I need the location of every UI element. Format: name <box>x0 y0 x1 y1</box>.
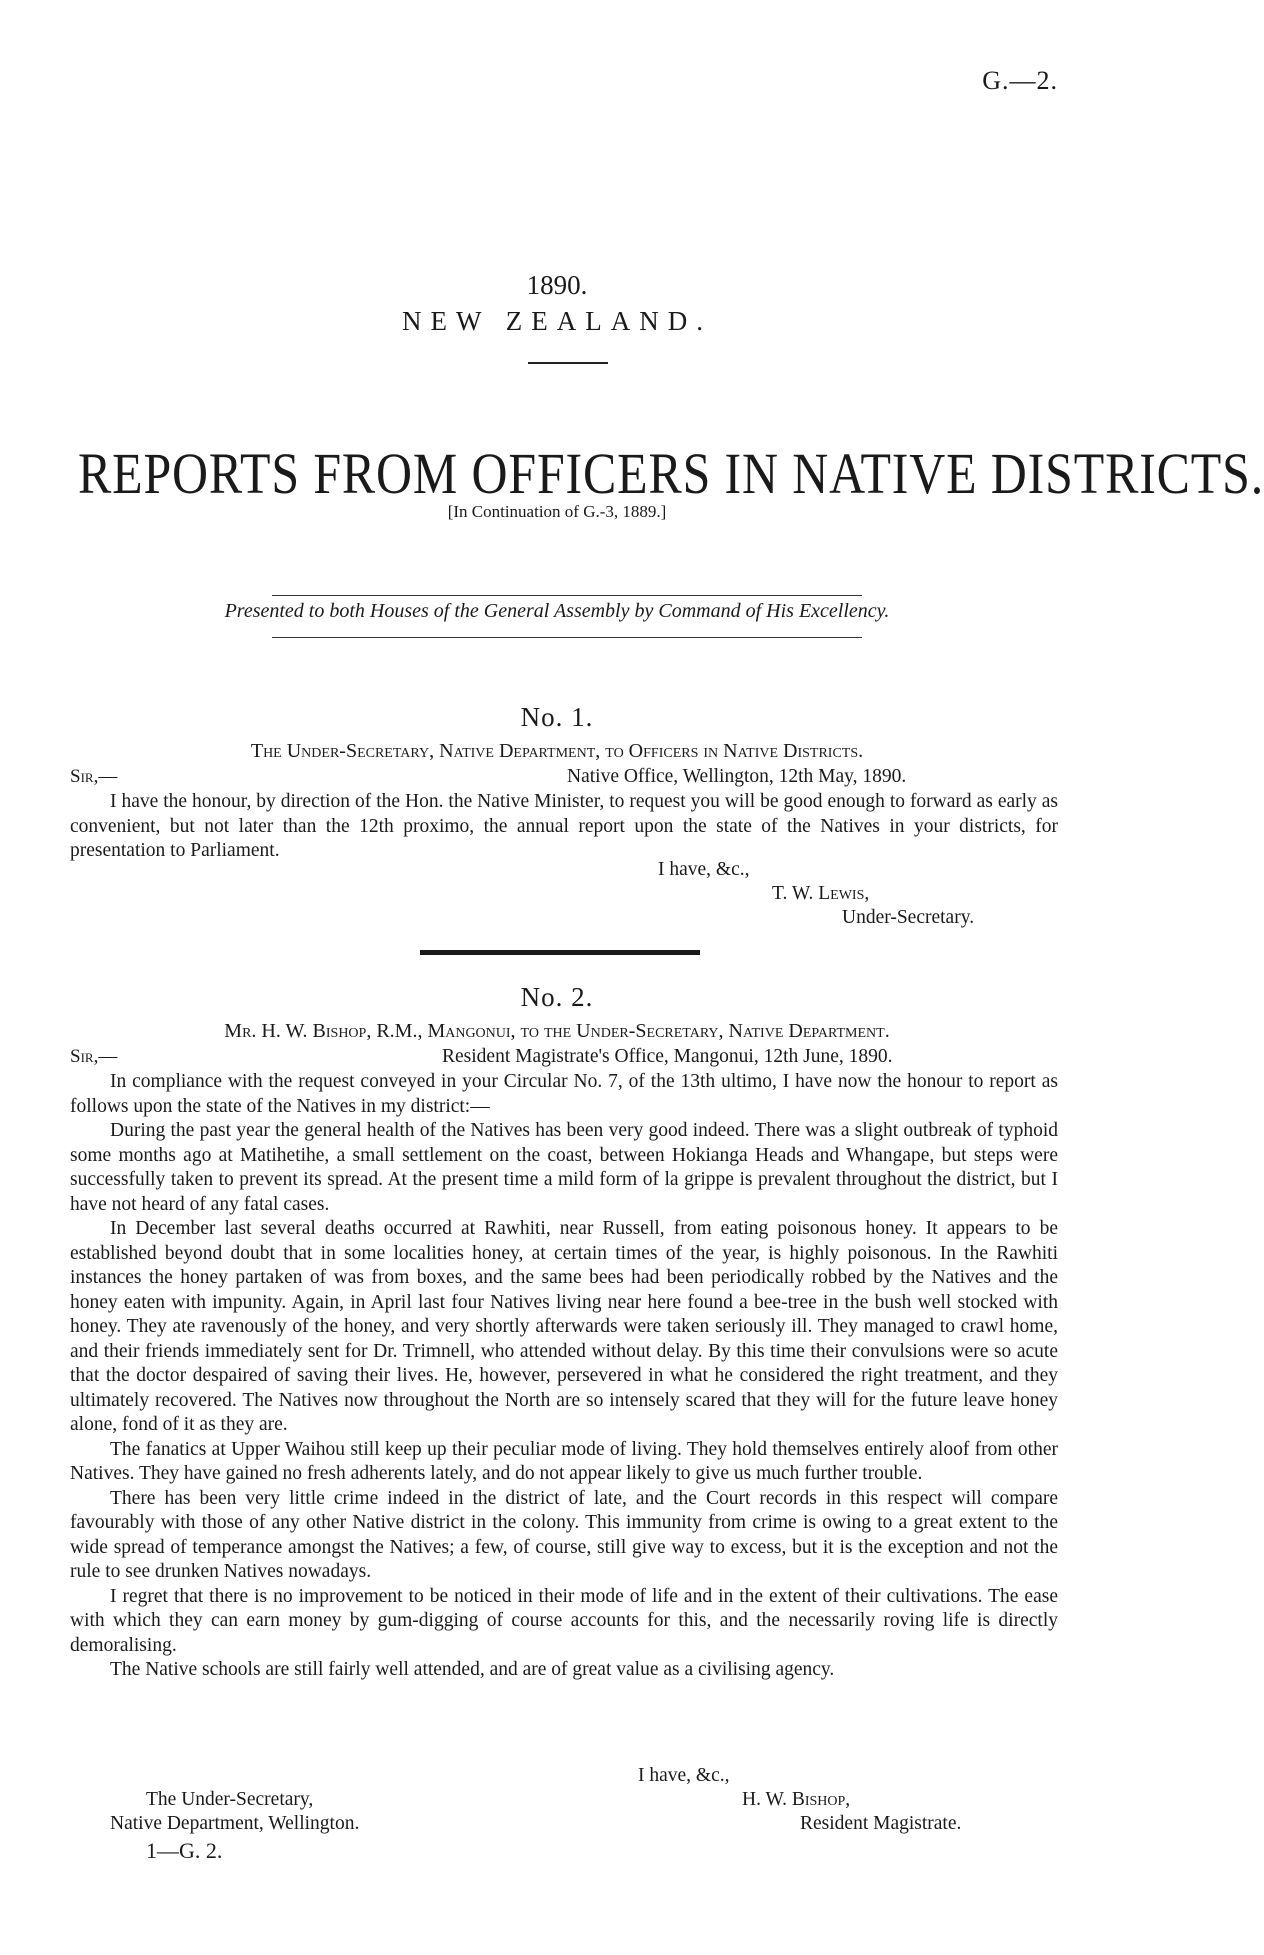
signer-1: T. W. Lewis, <box>772 883 870 904</box>
paragraph: The fanatics at Upper Waihou still keep up their peculiar mode of living. They hold themselves entirely aloof from other Natives. They have gained no fresh adherents lately, and do not appear likely to give us much further trouble. <box>70 1438 1058 1484</box>
paragraph: I have the honour, by direction of the Hon. the Native Minister, to request you will be good enough to forward as early as convenient, but not later than the 12th proximo, the annual report upon the state of the Natives in your districts, for presentation to Parliament. <box>70 791 1058 861</box>
signer-title-2: Resident Magistrate. <box>800 1813 962 1834</box>
year: 1890. <box>526 270 588 300</box>
divider <box>528 362 608 364</box>
footer-reference: 1—G. 2. <box>146 1838 223 1863</box>
country-heading: NEW ZEALAND. <box>402 306 712 336</box>
continuation-note: [In Continuation of G.-3, 1889.] <box>447 502 667 521</box>
letter-body-2 <box>70 1070 1058 1683</box>
addressee-line-1: The Under-Secretary, <box>146 1789 314 1810</box>
paragraph: In compliance with the request conveyed in your Circular No. 7, of the 13th ultimo, I have now the honour to report as follows upon the state of the Natives in my district:— <box>70 1071 1058 1117</box>
document-title: REPORTS FROM OFFICERS IN NATIVE DISTRICTS. <box>77 441 1264 506</box>
section-divider <box>420 950 700 955</box>
section-number-2: No. 2. <box>520 982 594 1012</box>
paragraph: There has been very little crime indeed in the district of late, and the Court records in this respect will compare favourably with those of any other Native district in the colony. This immunity from crime is owing to a great extent to the wide spread of temperance amongst the Natives; a few, of course, still give way to excess, but it is the exception and not the rule to see drunken Natives nowadays. <box>70 1487 1058 1582</box>
signer-2: H. W. Bishop, <box>742 1789 851 1810</box>
letter-body-1 <box>70 790 1058 864</box>
addressee-line-2: Native Department, Wellington. <box>110 1813 360 1834</box>
salutation-1: Sir,— <box>70 766 118 787</box>
dateline-1: Native Office, Wellington, 12th May, 1890. <box>567 766 907 787</box>
paragraph: During the past year the general health of the Natives has been very good indeed. There was a slight outbreak of typhoid some months ago at Matihetihe, a small settlement on the coast, between Hokianga Heads and Whangape, but steps were successfully taken to prevent its spread. At the present time a mild form of la grippe is prevalent throughout the district, but I have not heard of any fatal cases. <box>70 1120 1058 1215</box>
page-reference: G.—2. <box>982 66 1058 95</box>
salutation-2: Sir,— <box>70 1046 118 1067</box>
paragraph: I regret that there is no improvement to be noticed in their mode of life and in the extent of their cultivations. The ease with which they can earn money by gum-digging of course accounts for this, and the necessarily roving life is directly demoralising. <box>70 1585 1058 1656</box>
section-heading-2: Mr. H. W. Bishop, R.M., Mangonui, to the Under-Secretary, Native Department. <box>224 1020 890 1042</box>
divider <box>272 595 862 596</box>
closing-1: I have, &c., <box>658 859 750 880</box>
divider <box>272 637 862 638</box>
signer-title-1: Under-Secretary. <box>842 907 975 928</box>
section-number-1: No. 1. <box>520 702 594 732</box>
closing-2: I have, &c., <box>638 1765 730 1786</box>
paragraph: In December last several deaths occurred at Rawhiti, near Russell, from eating poisonous honey. It appears to be established beyond doubt that in some localities honey, at certain times of the year, is highly poisonous. In the Rawhiti instances the honey partaken of was from boxes, and the same bees had been periodically robbed by the Natives and the honey eaten with impunity. Again, in April last four Natives living near here found a bee-tree in the bush well stocked with honey. They ate ravenously of the honey, and very shortly afterwards were taken seriously ill. They managed to crawl home, and their friends immediately sent for Dr. Trimnell, who attended without delay. By this time their convulsions were so acute that the doctor despaired of saving their lives. He, however, persevered in what he considered the right treatment, and they ultimately recovered. The Natives now throughout the North are so intensely scared that they will for the future leave honey alone, fond of it as they are. <box>70 1218 1058 1435</box>
paragraph: The Native schools are still fairly well attended, and are of great value as a civilising agency. <box>110 1659 835 1680</box>
presented-note: Presented to both Houses of the General Assembly by Command of His Excellency. <box>224 600 890 622</box>
section-heading-1: The Under-Secretary, Native Department, to Officers in Native Districts. <box>250 740 864 762</box>
dateline-2: Resident Magistrate's Office, Mangonui, 12th June, 1890. <box>442 1046 893 1067</box>
